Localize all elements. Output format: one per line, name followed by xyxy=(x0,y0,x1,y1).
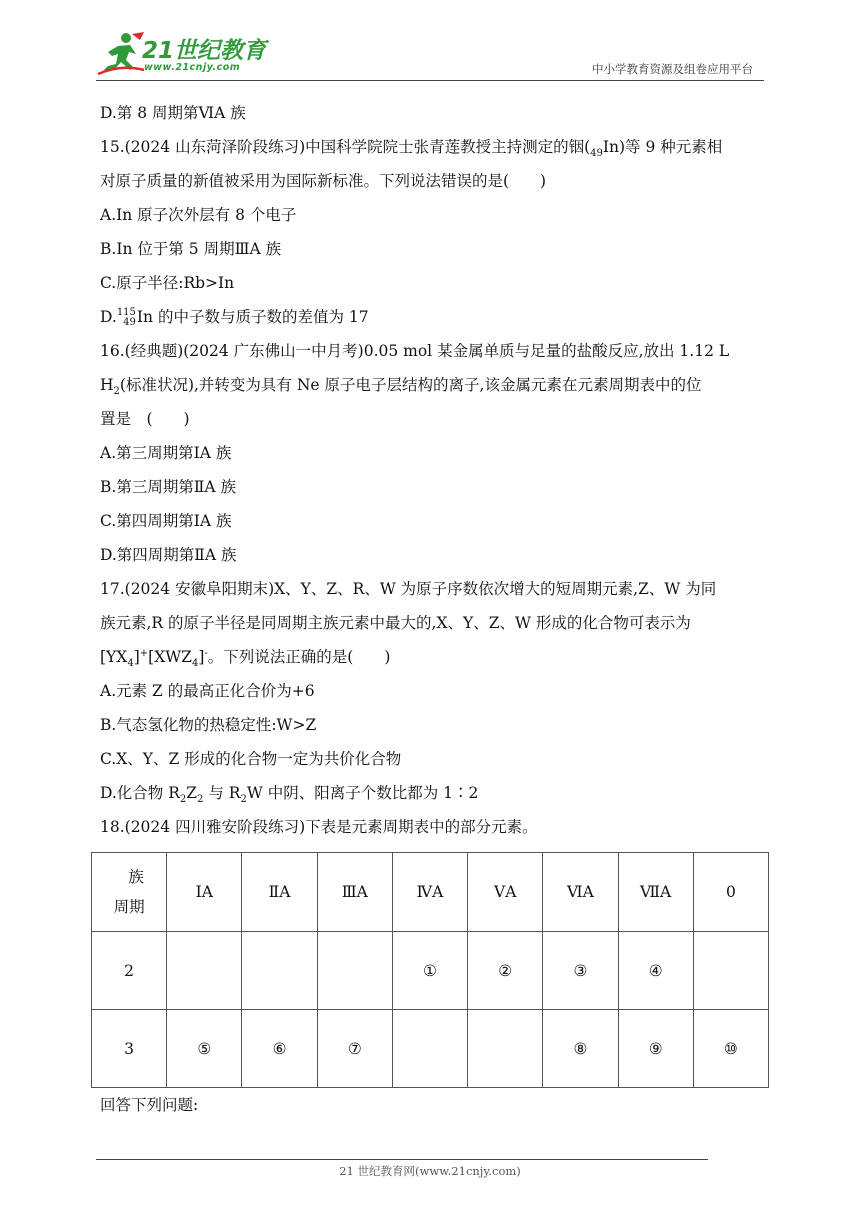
q15-option-d: D. 115 49 In 的中子数与质子数的差值为 17 xyxy=(100,307,369,328)
header-divider xyxy=(96,80,764,81)
question-content xyxy=(100,96,770,844)
group-header: ⅤA xyxy=(468,853,543,932)
group-header: 0 xyxy=(693,853,768,932)
q15-option-c: C.原子半径:Rb>In xyxy=(100,274,235,292)
element-cell: ③ xyxy=(543,932,618,1010)
group-header: ⅦA xyxy=(618,853,693,932)
footer-divider xyxy=(96,1159,708,1160)
period-label: 3 xyxy=(92,1010,167,1088)
element-cell: ⑩ xyxy=(693,1010,768,1088)
isotope-notation: 115 49 xyxy=(116,307,136,328)
group-header: ⅢA xyxy=(317,853,392,932)
q16-stem-line1: 16.(经典题)(2024 广东佛山一中月考)0.05 mol 某金属单质与足量的盐酸反应,放出 1.12 L xyxy=(100,342,730,360)
q16-option-d: D.第四周期第ⅡA 族 xyxy=(100,546,237,564)
q17-option-b: B.气态氢化物的热稳定性:W>Z xyxy=(100,716,317,734)
footer-link[interactable]: 21 世纪教育网(www.21cnjy.com) xyxy=(339,1164,521,1178)
page-header xyxy=(0,0,860,90)
q15-stem-line2: 对原子质量的新值被采用为国际新标准。下列说法错误的是( ) xyxy=(100,172,547,190)
element-cell xyxy=(167,932,242,1010)
runner-logo-icon xyxy=(96,30,146,78)
element-cell xyxy=(693,932,768,1010)
corner-group-label: 族 xyxy=(128,868,144,886)
table-row xyxy=(92,932,769,1010)
platform-name: 中小学教育资源及组卷应用平台 xyxy=(592,62,753,76)
group-header: ⅠA xyxy=(167,853,242,932)
group-header: ⅥA xyxy=(543,853,618,932)
element-cell: ⑧ xyxy=(543,1010,618,1088)
q16-stem-line2: $H_2$(标准状况),并转变为具有 Ne 原子电子层结构的离子,该金属元素在元素周期表中的位 xyxy=(100,376,702,398)
group-header: ⅣA xyxy=(392,853,467,932)
q15-option-a: A.In 原子次外层有 8 个电子 xyxy=(100,206,297,224)
q16-option-c: C.第四周期第ⅠA 族 xyxy=(100,512,232,530)
q17-option-c: C.X、Y、Z 形成的化合物一定为共价化合物 xyxy=(100,750,402,768)
element-cell: ⑥ xyxy=(242,1010,317,1088)
q17-option-d: D.化合物 $R_2Z_2$ 与 $R_2W$ 中阴、阳离子个数比都为 1∶2 xyxy=(100,784,479,806)
corner-period-label: 周期 xyxy=(113,898,145,916)
q15-option-b: B.In 位于第 5 周期ⅢA 族 xyxy=(100,240,282,258)
site-logo[interactable] xyxy=(96,30,266,80)
q14-option-d: D.第 8 周期第ⅥA 族 xyxy=(100,104,246,122)
q18-stem: 18.(2024 四川雅安阶段练习)下表是元素周期表中的部分元素。 xyxy=(100,818,538,836)
periodic-table xyxy=(91,852,769,1088)
element-cell xyxy=(392,1010,467,1088)
element-cell xyxy=(242,932,317,1010)
q16-option-a: A.第三周期第ⅠA 族 xyxy=(100,444,232,462)
period-label: 2 xyxy=(92,932,167,1010)
q17-option-a: A.元素 Z 的最高正化合价为+6 xyxy=(100,682,315,700)
answer-prompt: 回答下列问题: xyxy=(100,1096,199,1114)
table-header-row xyxy=(92,853,769,932)
element-cell: ④ xyxy=(618,932,693,1010)
q17-stem-line2: 族元素,R 的原子半径是同周期主族元素中最大的,X、Y、Z、W 形成的化合物可表示为 xyxy=(100,614,691,632)
element-cell: ② xyxy=(468,932,543,1010)
q17-stem-line3: $[YX_4]^+[XWZ_4]^-$。下列说法正确的是( ) xyxy=(100,647,391,670)
table-row xyxy=(92,1010,769,1088)
q17-stem-line1: 17.(2024 安徽阜阳期末)X、Y、Z、R、W 为原子序数依次增大的短周期元素,Z、W 为同 xyxy=(100,580,717,598)
q16-stem-line3: 置是 ( ) xyxy=(100,410,190,428)
element-cell: ⑦ xyxy=(317,1010,392,1088)
table-corner-cell xyxy=(92,853,167,932)
q15-stem-line1: 15.(2024 山东菏泽阶段练习)中国科学院院士张青莲教授主持测定的铟$(_{49}In)$等 9 种元素相 xyxy=(100,138,723,160)
element-cell: ① xyxy=(392,932,467,1010)
group-header: ⅡA xyxy=(242,853,317,932)
element-cell xyxy=(468,1010,543,1088)
logo-url: www.21cnjy.com xyxy=(144,62,241,73)
q16-option-b: B.第三周期第ⅡA 族 xyxy=(100,478,236,496)
element-cell xyxy=(317,932,392,1010)
element-cell: ⑤ xyxy=(167,1010,242,1088)
element-cell: ⑨ xyxy=(618,1010,693,1088)
logo-text: 21世纪教育 xyxy=(142,38,267,64)
